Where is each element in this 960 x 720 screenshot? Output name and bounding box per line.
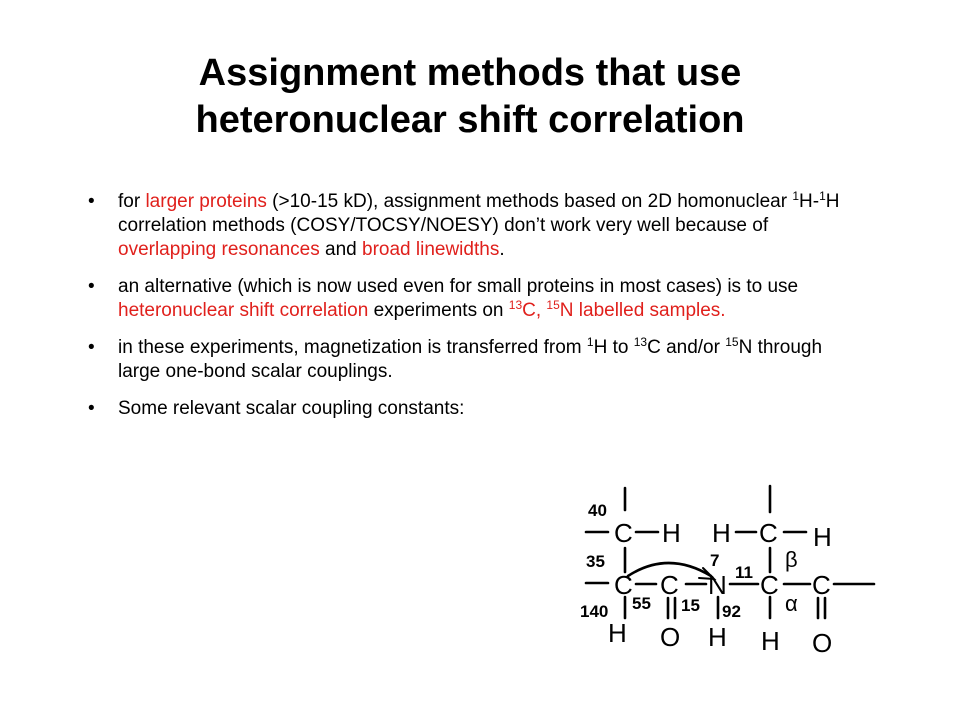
- coupling-55: 55: [632, 594, 651, 613]
- oxygen-right: O: [812, 628, 833, 658]
- bullet-item: • an alternative (which is now used even for small proteins in most cases) is to use heteronuclear shift correlation experiments on $^{13}$C, $^{15}$N labelled samples.: [88, 275, 868, 323]
- hydrogen-n: H: [708, 622, 727, 652]
- title-line-2: heteronuclear shift correlation: [195, 99, 745, 141]
- carbon-top-left: C: [614, 518, 633, 548]
- hydrogen-top-left: H: [662, 518, 681, 548]
- hydrogen-top-right: H: [712, 518, 731, 548]
- scalar-coupling-diagram: [578, 480, 878, 660]
- coupling-7: 7: [710, 551, 720, 570]
- bullet-item: • for larger proteins (>10-15 kD), assignment methods based on 2D homonuclear $^1$H-$^1$H correlation methods (COSY/TOCSY/NOESY) don’t work very well because of overlapping resonances and broad linewidths.: [88, 190, 868, 262]
- coupling-40: 40: [588, 501, 607, 520]
- hydrogen-beta: H: [813, 522, 832, 552]
- carbon-left: C: [614, 570, 633, 600]
- carbon-beta: C: [759, 518, 778, 548]
- oxygen-left: O: [660, 622, 681, 652]
- coupling-92: 92: [722, 602, 741, 621]
- alpha-label: α: [785, 591, 798, 616]
- coupling-35: 35: [586, 552, 605, 571]
- hydrogen-alpha: H: [761, 626, 780, 656]
- coupling-11: 11: [735, 563, 753, 582]
- bullet-list: [88, 190, 868, 434]
- carbon-right: C: [812, 570, 831, 600]
- nitrogen: N: [708, 570, 727, 600]
- bullet-item: • Some relevant scalar coupling constants:: [88, 397, 868, 421]
- coupling-140: 140: [580, 602, 609, 621]
- beta-label: β: [785, 547, 798, 572]
- coupling-15: 15: [681, 596, 700, 615]
- title-line-1: Assignment methods that use: [198, 52, 742, 94]
- slide-title: [0, 50, 940, 144]
- bullet-item: • in these experiments, magnetization is transferred from $^1$H to $^{13}$C and/or $^{15}$N through large one-bond scalar couplings.: [88, 336, 868, 384]
- carbon-carbonyl: C: [660, 570, 679, 600]
- carbon-alpha: C: [760, 570, 779, 600]
- hydrogen-bottom-left: H: [608, 618, 627, 648]
